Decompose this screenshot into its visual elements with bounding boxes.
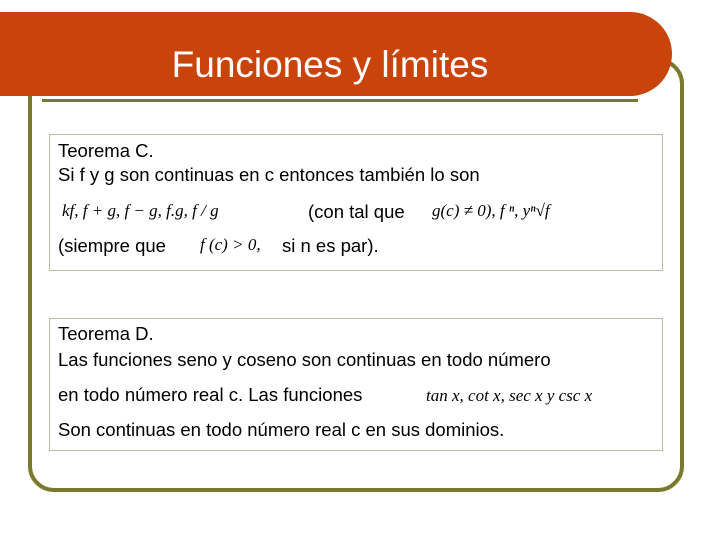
theorem-c-formula-condition: g(c) ≠ 0), f ⁿ, yⁿ√f: [432, 201, 550, 220]
theorem-c-formula-ops: kf, f + g, f − g, f.g, f / g: [62, 201, 219, 220]
theorem-c-siempre-que: (siempre que: [58, 235, 166, 256]
theorem-d-heading: Teorema D.: [58, 323, 154, 344]
theorem-c-con-tal-que: (con tal que: [308, 201, 405, 222]
title-underline: [42, 99, 638, 102]
theorem-c-line1: Si f y g son continuas en c entonces también lo son: [58, 164, 480, 185]
theorem-c-heading: Teorema C.: [58, 140, 154, 161]
theorem-d-box: [49, 318, 663, 451]
title-bar: [0, 12, 672, 96]
theorem-c-si-n-par: si n es par).: [282, 235, 379, 256]
theorem-d-line1: Las funciones seno y coseno son continuas en todo número: [58, 349, 551, 370]
theorem-c-formula-fc: f (c) > 0,: [200, 235, 261, 254]
slide-title: Funciones y límites: [171, 44, 489, 85]
theorem-d-line2: en todo número real c. Las funciones: [58, 384, 363, 405]
theorem-d-line3: Son continuas en todo número real c en sus dominios.: [58, 419, 505, 440]
theorem-c-box: [49, 134, 663, 271]
theorem-d-formula-trig: tan x, cot x, sec x y csc x: [426, 386, 593, 405]
